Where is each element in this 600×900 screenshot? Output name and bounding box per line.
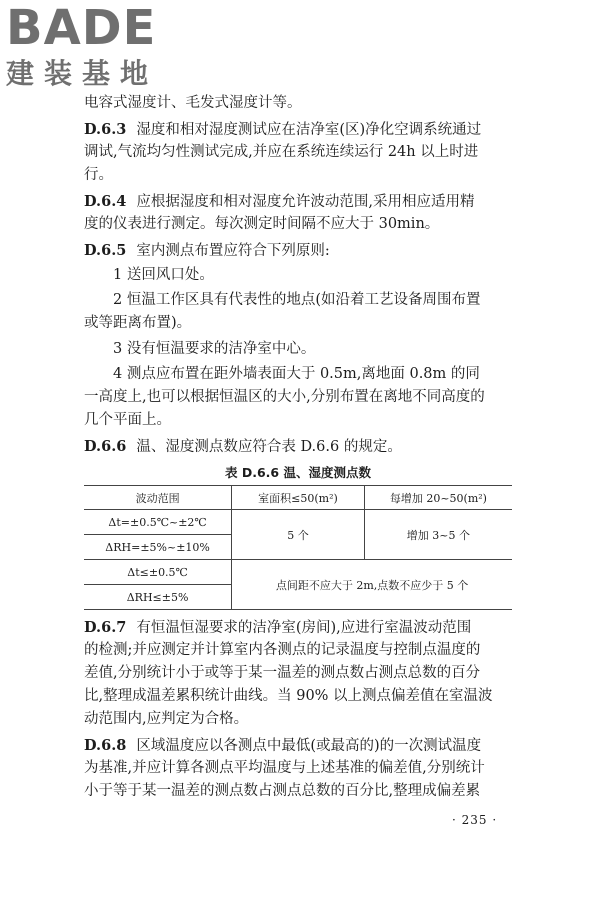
list-item: 2 恒温工作区具有代表性的地点(如沿着工艺设备周围布置 [113, 292, 481, 308]
table-cell: Δt≤±0.5℃ [84, 560, 232, 585]
page-number: · 235 · [452, 813, 498, 827]
paragraph-line: 差值,分别统计小于或等于某一温差的测点数占测点总数的百分 [84, 665, 481, 681]
clause-text: 湿度和相对湿度测试应在洁净室(区)净化空调系统通过 [136, 122, 482, 138]
table-header-cell: 波动范围 [84, 486, 232, 510]
paragraph-line: 为基准,并应计算各测点平均温度与上述基准的偏差值,分别统计 [84, 760, 485, 776]
measurement-points-table [84, 485, 512, 610]
clause-number: D.6.5 [84, 242, 127, 259]
clause-number: D.6.8 [84, 737, 127, 754]
clause-number: D.6.7 [84, 619, 127, 636]
table-cell: ΔRH=±5%~±10% [84, 535, 232, 560]
paragraph-line: 度的仪表进行测定。每次测定时间隔不应大于 30min。 [84, 216, 440, 232]
clause-d63 [84, 118, 512, 142]
table-row [84, 510, 512, 535]
logo [6, 0, 176, 92]
clause-d66 [84, 435, 512, 459]
table-cell: 增加 3~5 个 [364, 510, 512, 560]
list-item: 4 测点应布置在距外墙表面大于 0.5m,离地面 0.8m 的同 [113, 366, 480, 382]
clause-text: 应根据湿度和相对湿度允许波动范围,采用相应适用精 [136, 194, 475, 210]
paragraph-line: 的检测;并应测定并计算室内各测点的记录温度与控制点温度的 [84, 642, 481, 658]
clause-text: 区域温度应以各测点中最低(或最高的)的一次测试温度 [136, 738, 482, 754]
table-cell: 5 个 [232, 510, 365, 560]
table-header-cell: 每增加 20~50(m²) [364, 486, 512, 510]
table-caption: 表 D.6.6 温、湿度测点数 [225, 465, 371, 480]
clause-d64 [84, 190, 512, 214]
list-item: 1 送回风口处。 [113, 267, 214, 283]
table-header-row [84, 486, 512, 510]
paragraph-line: 电容式湿度计、毛发式湿度计等。 [84, 95, 302, 111]
logo-subtitle: 建装基地 [6, 57, 159, 90]
paragraph-line: 动范围内,应判定为合格。 [84, 711, 249, 727]
clause-text: 有恒温恒湿要求的洁净室(房间),应进行室温波动范围 [136, 620, 472, 636]
clause-d67 [84, 616, 512, 640]
paragraph-line: 调试,气流均匀性测试完成,并应在系统连续运行 24h 以上时进 [84, 144, 479, 160]
logo-wordmark: BADE [6, 0, 157, 56]
paragraph-line: 小于等于某一温差的测点数占测点总数的百分比,整理成偏差累 [84, 783, 481, 799]
table-row [84, 560, 512, 585]
table-cell: 点间距不应大于 2m,点数不应少于 5 个 [232, 560, 512, 610]
clause-number: D.6.4 [84, 193, 127, 210]
clause-text: 温、湿度测点数应符合表 D.6.6 的规定。 [136, 439, 402, 455]
paragraph-line: 几个平面上。 [84, 412, 171, 428]
clause-d68 [84, 734, 512, 758]
clause-text: 室内测点布置应符合下列原则: [136, 243, 330, 259]
clause-number: D.6.3 [84, 121, 127, 138]
paragraph-line: 一高度上,也可以根据恒温区的大小,分别布置在离地不同高度的 [84, 389, 485, 405]
list-item: 3 没有恒温要求的洁净室中心。 [113, 341, 316, 357]
paragraph-line: 或等距离布置)。 [84, 315, 192, 331]
paragraph-line: 比,整理成温差累积统计曲线。当 90% 以上测点偏差值在室温波 [84, 688, 493, 704]
table-header-cell: 室面积≤50(m²) [232, 486, 365, 510]
clause-d65 [84, 239, 512, 263]
clause-number: D.6.6 [84, 438, 127, 455]
table-cell: Δt=±0.5℃~±2℃ [84, 510, 232, 535]
table-cell: ΔRH≤±5% [84, 585, 232, 610]
paragraph-line: 行。 [84, 167, 113, 183]
